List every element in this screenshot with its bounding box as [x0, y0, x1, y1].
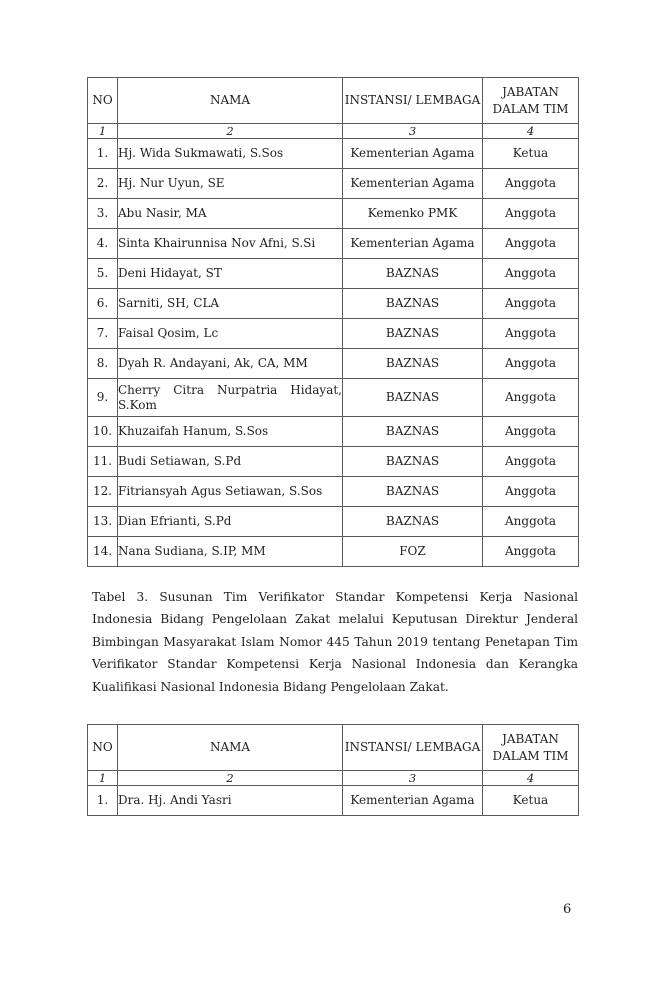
header-jabatan-text: JABATAN DALAM TIM — [492, 731, 569, 763]
member-institution: BAZNAS — [343, 477, 483, 507]
table-row — [88, 417, 579, 447]
member-institution: Kementerian Agama — [343, 786, 483, 816]
member-institution: Kemenko PMK — [343, 199, 483, 229]
row-number: 5. — [88, 259, 118, 289]
team-table-2 — [87, 724, 579, 816]
member-name: Dyah R. Andayani, Ak, CA, MM — [118, 349, 343, 379]
header-no: NO — [88, 725, 118, 771]
member-role: Anggota — [483, 259, 579, 289]
header-nama: NAMA — [118, 78, 343, 124]
member-institution: BAZNAS — [343, 507, 483, 537]
row-number: 13. — [88, 507, 118, 537]
table-row — [88, 169, 579, 199]
header-jabatan — [483, 725, 579, 771]
index-cell: 2 — [118, 124, 343, 139]
member-role: Anggota — [483, 199, 579, 229]
member-role: Ketua — [483, 786, 579, 816]
table-row — [88, 229, 579, 259]
index-cell: 4 — [483, 771, 579, 786]
member-name: Nana Sudiana, S.IP, MM — [118, 537, 343, 567]
member-name: Sinta Khairunnisa Nov Afni, S.Si — [118, 229, 343, 259]
table-row — [88, 507, 579, 537]
index-cell: 1 — [88, 771, 118, 786]
member-role: Anggota — [483, 289, 579, 319]
table-row — [88, 199, 579, 229]
row-number: 9. — [88, 379, 118, 417]
row-number: 6. — [88, 289, 118, 319]
row-number: 11. — [88, 447, 118, 477]
table-row — [88, 259, 579, 289]
table-row — [88, 139, 579, 169]
member-role: Anggota — [483, 507, 579, 537]
member-institution: Kementerian Agama — [343, 139, 483, 169]
header-jabatan-text: JABATAN DALAM TIM — [492, 84, 569, 116]
member-role: Anggota — [483, 379, 579, 417]
table-row — [88, 537, 579, 567]
index-cell: 3 — [343, 124, 483, 139]
team-table-1 — [87, 77, 579, 567]
member-role: Anggota — [483, 229, 579, 259]
member-name: Hj. Nur Uyun, SE — [118, 169, 343, 199]
table-row — [88, 447, 579, 477]
member-role: Anggota — [483, 447, 579, 477]
header-jabatan — [483, 78, 579, 124]
row-number: 1. — [88, 786, 118, 816]
member-name: Fitriansyah Agus Setiawan, S.Sos — [118, 477, 343, 507]
member-name: Dian Efrianti, S.Pd — [118, 507, 343, 537]
member-name: Sarniti, SH, CLA — [118, 289, 343, 319]
header-nama: NAMA — [118, 725, 343, 771]
row-number: 12. — [88, 477, 118, 507]
member-role: Anggota — [483, 319, 579, 349]
index-cell: 3 — [343, 771, 483, 786]
row-number: 10. — [88, 417, 118, 447]
table-row — [88, 319, 579, 349]
table-caption: Tabel 3. Susunan Tim Verifikator Standar Kompetensi Kerja Nasional Indonesia Bidang Pengelolaan Zakat melalui Keputusan Direktur Jenderal Bimbingan Masyarakat Islam Nomor 445 Tahun 2019 tentang Penetapan Tim Verifikator Standar Kompetensi Kerja Nasional Indonesia dan Kerangka Kualifikasi Nasional Indonesia Bidang Pengelolaan Zakat. — [92, 590, 578, 694]
member-name: Deni Hidayat, ST — [118, 259, 343, 289]
member-institution: BAZNAS — [343, 349, 483, 379]
member-institution: FOZ — [343, 537, 483, 567]
team-table-1-body — [88, 139, 579, 567]
member-name: Dra. Hj. Andi Yasri — [118, 786, 343, 816]
index-cell: 4 — [483, 124, 579, 139]
member-name: Hj. Wida Sukmawati, S.Sos — [118, 139, 343, 169]
member-role: Anggota — [483, 537, 579, 567]
member-institution: Kementerian Agama — [343, 229, 483, 259]
index-cell: 2 — [118, 771, 343, 786]
member-name: Khuzaifah Hanum, S.Sos — [118, 417, 343, 447]
header-instansi-text: INSTANSI/ LEMBAGA — [344, 740, 481, 754]
table-row — [88, 786, 579, 816]
member-role: Anggota — [483, 169, 579, 199]
member-name: Faisal Qosim, Lc — [118, 319, 343, 349]
member-name: Budi Setiawan, S.Pd — [118, 447, 343, 477]
row-number: 8. — [88, 349, 118, 379]
table-row — [88, 289, 579, 319]
member-name: Cherry Citra Nurpatria Hidayat, S.Kom — [118, 379, 343, 417]
table-header-row — [88, 725, 579, 771]
member-name: Abu Nasir, MA — [118, 199, 343, 229]
member-role: Anggota — [483, 349, 579, 379]
member-role: Ketua — [483, 139, 579, 169]
page-number: 6 — [563, 902, 572, 917]
member-institution: BAZNAS — [343, 319, 483, 349]
table-row — [88, 477, 579, 507]
member-institution: BAZNAS — [343, 447, 483, 477]
row-number: 3. — [88, 199, 118, 229]
header-instansi-text: INSTANSI/ LEMBAGA — [344, 93, 481, 107]
row-number: 4. — [88, 229, 118, 259]
table-index-row — [88, 771, 579, 786]
table-row — [88, 349, 579, 379]
header-no: NO — [88, 78, 118, 124]
row-number: 2. — [88, 169, 118, 199]
row-number: 1. — [88, 139, 118, 169]
header-instansi — [343, 725, 483, 771]
header-instansi — [343, 78, 483, 124]
index-cell: 1 — [88, 124, 118, 139]
member-institution: BAZNAS — [343, 417, 483, 447]
team-table-2-body — [88, 786, 579, 816]
member-role: Anggota — [483, 417, 579, 447]
table-index-row — [88, 124, 579, 139]
row-number: 7. — [88, 319, 118, 349]
member-role: Anggota — [483, 477, 579, 507]
member-institution: BAZNAS — [343, 379, 483, 417]
member-institution: BAZNAS — [343, 289, 483, 319]
member-institution: Kementerian Agama — [343, 169, 483, 199]
member-institution: BAZNAS — [343, 259, 483, 289]
table-header-row — [88, 78, 579, 124]
table-row — [88, 379, 579, 417]
row-number: 14. — [88, 537, 118, 567]
